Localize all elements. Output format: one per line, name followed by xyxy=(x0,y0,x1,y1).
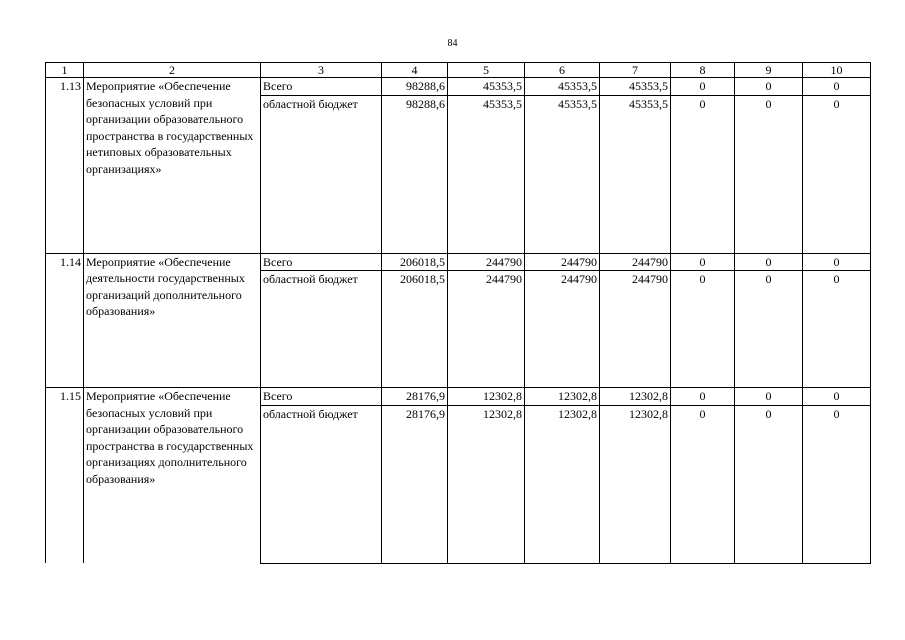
value-cell: 0 xyxy=(735,388,803,406)
value-cell: 45353,5 xyxy=(448,95,525,253)
header-cell: 6 xyxy=(525,63,600,78)
table-row xyxy=(46,388,871,406)
funding-source: Всего xyxy=(261,78,382,96)
value-cell: 0 xyxy=(735,253,803,271)
value-cell: 0 xyxy=(671,405,735,563)
value-cell: 28176,9 xyxy=(382,405,448,563)
value-cell: 0 xyxy=(803,271,871,388)
value-cell: 12302,8 xyxy=(525,405,600,563)
value-cell: 45353,5 xyxy=(448,78,525,96)
budget-table xyxy=(45,62,871,564)
value-cell: 244790 xyxy=(525,271,600,388)
item-name: Мероприятие «Обеспечение деятельности государственных организаций дополнительного образования» xyxy=(84,253,261,388)
header-cell: 5 xyxy=(448,63,525,78)
header-cell: 9 xyxy=(735,63,803,78)
page-number: 84 xyxy=(447,38,458,49)
item-number: 1.13 xyxy=(46,78,84,254)
header-cell: 1 xyxy=(46,63,84,78)
item-name: Мероприятие «Обеспечение безопасных условий при организации образовательного пространства в государственных нетиповых образовательных организациях» xyxy=(84,78,261,254)
value-cell: 0 xyxy=(671,78,735,96)
header-cell: 10 xyxy=(803,63,871,78)
value-cell: 12302,8 xyxy=(525,388,600,406)
value-cell: 12302,8 xyxy=(600,388,671,406)
item-number: 1.15 xyxy=(46,388,84,564)
funding-source: Всего xyxy=(261,253,382,271)
item-number: 1.14 xyxy=(46,253,84,388)
value-cell: 244790 xyxy=(448,253,525,271)
value-cell: 45353,5 xyxy=(525,95,600,253)
value-cell: 12302,8 xyxy=(600,405,671,563)
funding-source: областной бюджет xyxy=(261,405,382,563)
header-cell: 8 xyxy=(671,63,735,78)
value-cell: 206018,5 xyxy=(382,253,448,271)
value-cell: 0 xyxy=(803,78,871,96)
header-row xyxy=(46,63,871,78)
value-cell: 0 xyxy=(803,253,871,271)
value-cell: 28176,9 xyxy=(382,388,448,406)
value-cell: 12302,8 xyxy=(448,388,525,406)
value-cell: 0 xyxy=(671,271,735,388)
header-cell: 7 xyxy=(600,63,671,78)
value-cell: 0 xyxy=(803,388,871,406)
value-cell: 98288,6 xyxy=(382,95,448,253)
value-cell: 98288,6 xyxy=(382,78,448,96)
value-cell: 244790 xyxy=(525,253,600,271)
value-cell: 0 xyxy=(735,78,803,96)
value-cell: 45353,5 xyxy=(600,95,671,253)
value-cell: 45353,5 xyxy=(525,78,600,96)
value-cell: 0 xyxy=(735,271,803,388)
header-cell: 2 xyxy=(84,63,261,78)
table-row xyxy=(46,78,871,96)
value-cell: 45353,5 xyxy=(600,78,671,96)
value-cell: 244790 xyxy=(600,271,671,388)
header-cell: 4 xyxy=(382,63,448,78)
funding-source: Всего xyxy=(261,388,382,406)
value-cell: 244790 xyxy=(600,253,671,271)
value-cell: 0 xyxy=(735,405,803,563)
value-cell: 0 xyxy=(803,405,871,563)
value-cell: 206018,5 xyxy=(382,271,448,388)
table-row xyxy=(46,253,871,271)
funding-source: областной бюджет xyxy=(261,95,382,253)
value-cell: 12302,8 xyxy=(448,405,525,563)
value-cell: 0 xyxy=(671,388,735,406)
header-cell: 3 xyxy=(261,63,382,78)
value-cell: 244790 xyxy=(448,271,525,388)
value-cell: 0 xyxy=(735,95,803,253)
item-name: Мероприятие «Обеспечение безопасных условий при организации образовательного пространства в государственных организациях дополнительного образования» xyxy=(84,388,261,564)
funding-source: областной бюджет xyxy=(261,271,382,388)
value-cell: 0 xyxy=(671,95,735,253)
value-cell: 0 xyxy=(671,253,735,271)
value-cell: 0 xyxy=(803,95,871,253)
